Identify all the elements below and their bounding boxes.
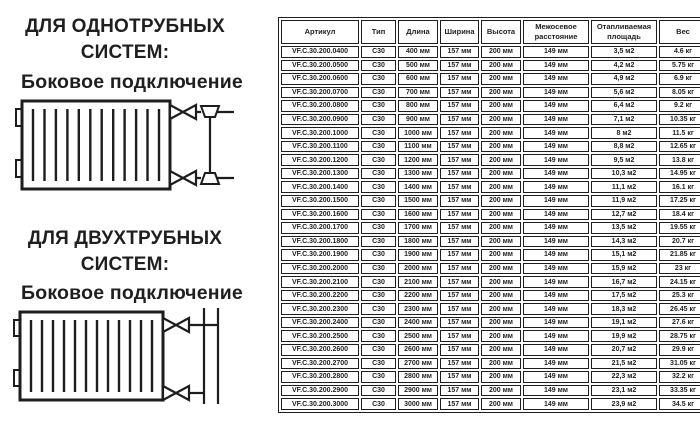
table-cell: 2800 мм [398, 371, 438, 383]
table-cell: 17.25 кг [659, 195, 700, 207]
table-cell: 149 мм [523, 100, 589, 112]
table-cell: 600 мм [398, 73, 438, 85]
table-row [281, 330, 700, 342]
table-cell: 900 мм [398, 114, 438, 126]
table-cell: 9.2 кг [659, 100, 700, 112]
table-cell: 2500 мм [398, 330, 438, 342]
table-cell: 157 мм [440, 317, 479, 329]
table-cell: 500 мм [398, 60, 438, 72]
table-cell: 28.75 кг [659, 330, 700, 342]
table-cell: VF.C.30.200.2700 [281, 358, 359, 370]
table-cell: 149 мм [523, 141, 589, 153]
table-cell: 2200 мм [398, 290, 438, 302]
table-cell: 2700 мм [398, 358, 438, 370]
table-cell: 157 мм [440, 60, 479, 72]
table-cell: 3000 мм [398, 398, 438, 410]
table-cell: 29.9 кг [659, 344, 700, 356]
table-cell: 200 мм [481, 344, 521, 356]
header-row [281, 20, 700, 44]
table-cell: 200 мм [481, 330, 521, 342]
table-cell: C30 [361, 249, 396, 261]
table-cell: 13.8 кг [659, 154, 700, 166]
table-row [281, 195, 700, 207]
table-cell: 157 мм [440, 114, 479, 126]
table-cell: VF.C.30.200.0500 [281, 60, 359, 72]
table-cell: 13,5 м2 [591, 222, 657, 234]
table-row [281, 127, 700, 139]
table-cell: 1100 мм [398, 141, 438, 153]
table-cell: 149 мм [523, 263, 589, 275]
table-cell: VF.C.30.200.2000 [281, 263, 359, 275]
table-row [281, 100, 700, 112]
table-cell: 32.2 кг [659, 371, 700, 383]
table-cell: VF.C.30.200.1100 [281, 141, 359, 153]
table-cell: 157 мм [440, 371, 479, 383]
table-row [281, 154, 700, 166]
table-cell: 149 мм [523, 195, 589, 207]
section1-heading-line1: ДЛЯ ОДНОТРУБНЫХ [25, 16, 225, 37]
table-cell: 10,3 м2 [591, 168, 657, 180]
table-cell: 24.15 кг [659, 276, 700, 288]
table-cell: C30 [361, 371, 396, 383]
table-cell: 200 мм [481, 195, 521, 207]
table-cell: VF.C.30.200.1000 [281, 127, 359, 139]
table-cell: 149 мм [523, 181, 589, 193]
table-cell: 157 мм [440, 236, 479, 248]
table-cell: 149 мм [523, 222, 589, 234]
table-cell: 200 мм [481, 114, 521, 126]
table-cell: 17,5 м2 [591, 290, 657, 302]
table-cell: 200 мм [481, 127, 521, 139]
table-row [281, 290, 700, 302]
table-cell: 19,1 м2 [591, 317, 657, 329]
section2-heading-line1: ДЛЯ ДВУХТРУБНЫХ [27, 228, 223, 249]
table-cell: 149 мм [523, 154, 589, 166]
table-cell: C30 [361, 330, 396, 342]
table-cell: 8 м2 [591, 127, 657, 139]
table-cell: 14,3 м2 [591, 236, 657, 248]
table-row [281, 371, 700, 383]
table-cell: 149 мм [523, 46, 589, 58]
table-cell: 9,5 м2 [591, 154, 657, 166]
table-cell: 200 мм [481, 141, 521, 153]
table-cell: 200 мм [481, 181, 521, 193]
supply-valve-icon [163, 318, 189, 332]
table-cell: 200 мм [481, 87, 521, 99]
table-cell: 2300 мм [398, 303, 438, 315]
table-cell: 16.1 кг [659, 181, 700, 193]
table-cell: 200 мм [481, 168, 521, 180]
table-cell: 149 мм [523, 87, 589, 99]
table-cell: 19.55 кг [659, 222, 700, 234]
table-cell: C30 [361, 317, 396, 329]
table-cell: 23 кг [659, 263, 700, 275]
table-cell: 200 мм [481, 154, 521, 166]
table-row [281, 73, 700, 85]
table-cell: 200 мм [481, 263, 521, 275]
table-cell: 200 мм [481, 385, 521, 397]
table-cell: 6,4 м2 [591, 100, 657, 112]
section1-subheading: Боковое подключение [21, 71, 243, 93]
column-header: Тип [361, 20, 396, 44]
table-row [281, 317, 700, 329]
table-cell: 1000 мм [398, 127, 438, 139]
table-cell: 149 мм [523, 344, 589, 356]
table-cell: 149 мм [523, 330, 589, 342]
table-cell: 4,2 м2 [591, 60, 657, 72]
table-row [281, 344, 700, 356]
table-cell: 157 мм [440, 290, 479, 302]
column-header: Ширина [440, 20, 479, 44]
table-cell: 200 мм [481, 371, 521, 383]
table-cell: C30 [361, 276, 396, 288]
table-cell: 157 мм [440, 263, 479, 275]
table-row [281, 303, 700, 315]
table-cell: 200 мм [481, 290, 521, 302]
table-cell: 31.05 кг [659, 358, 700, 370]
table-cell: 3,5 м2 [591, 46, 657, 58]
column-header: Межосевое расстояние [523, 20, 589, 44]
table-cell: 2400 мм [398, 317, 438, 329]
table-cell: 27.6 кг [659, 317, 700, 329]
tee-fitting-icon [201, 173, 219, 184]
table-cell: 16,7 м2 [591, 276, 657, 288]
table-cell: 1500 мм [398, 195, 438, 207]
table-cell: VF.C.30.200.2300 [281, 303, 359, 315]
table-cell: 700 мм [398, 87, 438, 99]
table-cell: 21,5 м2 [591, 358, 657, 370]
table-cell: 149 мм [523, 385, 589, 397]
table-cell: 157 мм [440, 249, 479, 261]
table-row [281, 236, 700, 248]
table-cell: 200 мм [481, 303, 521, 315]
diagrams-panel [0, 0, 262, 421]
table-cell: VF.C.30.200.1400 [281, 181, 359, 193]
table-cell: 12.65 кг [659, 141, 700, 153]
table-cell: 200 мм [481, 249, 521, 261]
table-cell: C30 [361, 60, 396, 72]
table-cell: VF.C.30.200.2900 [281, 385, 359, 397]
table-cell: 157 мм [440, 276, 479, 288]
table-cell: 2600 мм [398, 344, 438, 356]
table-cell: 149 мм [523, 168, 589, 180]
table-cell: 200 мм [481, 276, 521, 288]
table-cell: 200 мм [481, 398, 521, 410]
table-cell: VF.C.30.200.2500 [281, 330, 359, 342]
table-row [281, 276, 700, 288]
section2-subheading: Боковое подключение [21, 282, 243, 304]
table-cell: 149 мм [523, 60, 589, 72]
section2-heading-line2: СИСТЕМ: [80, 253, 170, 275]
table-cell: 5.75 кг [659, 60, 700, 72]
table-cell: VF.C.30.200.2100 [281, 276, 359, 288]
radiator-icon [14, 312, 163, 400]
table-cell: 22,3 м2 [591, 371, 657, 383]
two-pipe-connection-diagram [0, 306, 256, 410]
table-cell: 10.35 кг [659, 114, 700, 126]
table-cell: VF.C.30.200.2200 [281, 290, 359, 302]
table-cell: 200 мм [481, 358, 521, 370]
section1-heading [0, 14, 250, 65]
table-cell: 200 мм [481, 317, 521, 329]
table-cell: VF.C.30.200.0400 [281, 46, 359, 58]
table-cell: 8,8 м2 [591, 141, 657, 153]
table-cell: 200 мм [481, 46, 521, 58]
table-cell: 33.35 кг [659, 385, 700, 397]
table-cell: C30 [361, 209, 396, 221]
table-cell: 157 мм [440, 181, 479, 193]
table-row [281, 398, 700, 410]
table-cell: 157 мм [440, 141, 479, 153]
supply-valve-icon [170, 105, 196, 119]
table-cell: C30 [361, 46, 396, 58]
column-header: Длина [398, 20, 438, 44]
table-cell: 157 мм [440, 385, 479, 397]
table-cell: 149 мм [523, 317, 589, 329]
table-cell: 157 мм [440, 87, 479, 99]
table-cell: 157 мм [440, 303, 479, 315]
return-valve-icon [170, 171, 196, 185]
table-cell: C30 [361, 141, 396, 153]
table-cell: 20,7 м2 [591, 344, 657, 356]
table-cell: C30 [361, 236, 396, 248]
table-cell: 25.3 кг [659, 290, 700, 302]
table-cell: 200 мм [481, 73, 521, 85]
table-cell: 149 мм [523, 290, 589, 302]
table-cell: C30 [361, 100, 396, 112]
table-cell: VF.C.30.200.0800 [281, 100, 359, 112]
column-header: Высота [481, 20, 521, 44]
table-cell: 149 мм [523, 371, 589, 383]
table-cell: 157 мм [440, 330, 479, 342]
table-cell: 149 мм [523, 249, 589, 261]
table-cell: VF.C.30.200.1700 [281, 222, 359, 234]
table-cell: 15,9 м2 [591, 263, 657, 275]
table-cell: C30 [361, 114, 396, 126]
table-row [281, 168, 700, 180]
table-cell: 1700 мм [398, 222, 438, 234]
column-header: Артикул [281, 20, 359, 44]
table-cell: 21.85 кг [659, 249, 700, 261]
table-cell: 157 мм [440, 222, 479, 234]
table-row [281, 222, 700, 234]
table-cell: 26.45 кг [659, 303, 700, 315]
table-row [281, 46, 700, 58]
table-cell: VF.C.30.200.0900 [281, 114, 359, 126]
table-cell: 149 мм [523, 209, 589, 221]
table-cell: 157 мм [440, 168, 479, 180]
table-row [281, 141, 700, 153]
table-cell: 200 мм [481, 209, 521, 221]
table-cell: 2900 мм [398, 385, 438, 397]
section2-heading [0, 226, 250, 277]
table-cell: 11,1 м2 [591, 181, 657, 193]
tee-fitting-icon [201, 106, 219, 117]
table-cell: C30 [361, 195, 396, 207]
table-cell: C30 [361, 344, 396, 356]
table-cell: VF.C.30.200.0700 [281, 87, 359, 99]
column-header: Вес [659, 20, 700, 44]
table-cell: VF.C.30.200.1900 [281, 249, 359, 261]
table-cell: 2100 мм [398, 276, 438, 288]
table-cell: 4,9 м2 [591, 73, 657, 85]
table-row [281, 209, 700, 221]
bypass-pipes [196, 112, 234, 178]
single-pipe-connection-diagram [0, 97, 256, 197]
table-cell: 149 мм [523, 114, 589, 126]
table-cell: 149 мм [523, 73, 589, 85]
table-cell: 149 мм [523, 127, 589, 139]
spec-table-body [281, 46, 700, 410]
radiator-icon [16, 101, 170, 189]
table-row [281, 263, 700, 275]
riser-pipes [204, 308, 218, 404]
table-cell: 1400 мм [398, 181, 438, 193]
table-cell: 15,1 м2 [591, 249, 657, 261]
table-cell: C30 [361, 222, 396, 234]
table-cell: 6.9 кг [659, 73, 700, 85]
table-cell: 23,9 м2 [591, 398, 657, 410]
table-cell: 800 мм [398, 100, 438, 112]
table-cell: 157 мм [440, 344, 479, 356]
table-cell: 1900 мм [398, 249, 438, 261]
table-cell: 157 мм [440, 127, 479, 139]
table-cell: C30 [361, 303, 396, 315]
table-row [281, 87, 700, 99]
table-cell: VF.C.30.200.1800 [281, 236, 359, 248]
table-cell: 157 мм [440, 358, 479, 370]
table-cell: VF.C.30.200.2800 [281, 371, 359, 383]
table-cell: VF.C.30.200.1300 [281, 168, 359, 180]
table-cell: C30 [361, 168, 396, 180]
table-cell: 400 мм [398, 46, 438, 58]
return-valve-icon [163, 386, 189, 400]
table-row [281, 385, 700, 397]
table-cell: 14.95 кг [659, 168, 700, 180]
table-cell: C30 [361, 358, 396, 370]
table-cell: VF.C.30.200.0600 [281, 73, 359, 85]
table-cell: 157 мм [440, 46, 479, 58]
table-cell: VF.C.30.200.3000 [281, 398, 359, 410]
table-cell: 5,6 м2 [591, 87, 657, 99]
table-cell: 20.7 кг [659, 236, 700, 248]
table-row [281, 60, 700, 72]
table-cell: 157 мм [440, 398, 479, 410]
table-cell: 1300 мм [398, 168, 438, 180]
table-cell: 157 мм [440, 73, 479, 85]
table-cell: 12,7 м2 [591, 209, 657, 221]
table-cell: 11,9 м2 [591, 195, 657, 207]
table-cell: 8.05 кг [659, 87, 700, 99]
table-cell: 18,3 м2 [591, 303, 657, 315]
table-cell: 2000 мм [398, 263, 438, 275]
table-cell: 1800 мм [398, 236, 438, 248]
table-cell: C30 [361, 398, 396, 410]
table-cell: 157 мм [440, 100, 479, 112]
table-cell: C30 [361, 181, 396, 193]
column-header: Отапливаемая площадь [591, 20, 657, 44]
table-cell: 11.5 кг [659, 127, 700, 139]
table-cell: 149 мм [523, 358, 589, 370]
table-cell: 149 мм [523, 303, 589, 315]
table-cell: C30 [361, 73, 396, 85]
table-cell: VF.C.30.200.2400 [281, 317, 359, 329]
table-cell: 19,9 м2 [591, 330, 657, 342]
section1-heading-line2: СИСТЕМ: [80, 41, 170, 63]
spec-table [278, 17, 700, 413]
table-cell: 18.4 кг [659, 209, 700, 221]
table-cell: 157 мм [440, 154, 479, 166]
table-cell: 4.6 кг [659, 46, 700, 58]
table-cell: 7,1 м2 [591, 114, 657, 126]
table-cell: 149 мм [523, 398, 589, 410]
table-cell: VF.C.30.200.2600 [281, 344, 359, 356]
table-cell: 149 мм [523, 236, 589, 248]
table-cell: 200 мм [481, 236, 521, 248]
table-cell: 157 мм [440, 195, 479, 207]
table-cell: 23,1 м2 [591, 385, 657, 397]
table-cell: VF.C.30.200.1500 [281, 195, 359, 207]
table-row [281, 358, 700, 370]
table-cell: 200 мм [481, 60, 521, 72]
table-cell: 1600 мм [398, 209, 438, 221]
table-row [281, 249, 700, 261]
table-cell: C30 [361, 290, 396, 302]
table-cell: 1200 мм [398, 154, 438, 166]
table-cell: VF.C.30.200.1600 [281, 209, 359, 221]
table-cell: 157 мм [440, 209, 479, 221]
table-cell: C30 [361, 263, 396, 275]
table-cell: C30 [361, 154, 396, 166]
table-cell: C30 [361, 127, 396, 139]
table-cell: C30 [361, 87, 396, 99]
table-cell: 200 мм [481, 100, 521, 112]
table-row [281, 114, 700, 126]
table-cell: 34.5 кг [659, 398, 700, 410]
table-cell: 149 мм [523, 276, 589, 288]
table-cell: VF.C.30.200.1200 [281, 154, 359, 166]
table-cell: C30 [361, 385, 396, 397]
table-cell: 200 мм [481, 222, 521, 234]
table-row [281, 181, 700, 193]
